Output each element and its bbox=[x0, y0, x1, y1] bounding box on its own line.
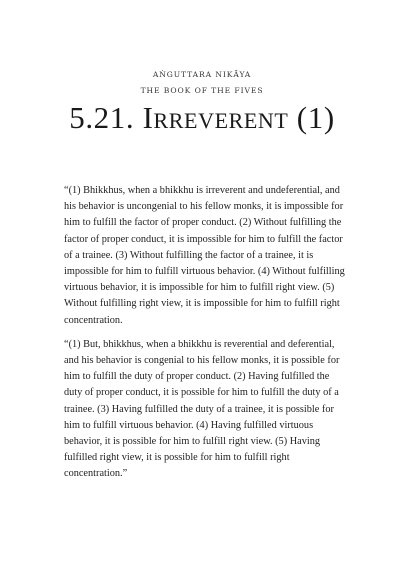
sutta-title: 5.21. Irreverent (1) bbox=[69, 100, 335, 135]
paragraph-2: “(1) But, bhikkhus, when a bhikkhu is reverential and deferential, and his behavior is congenial to his fellow monks, it is possible for him to fulfill the duty of proper conduct. (2) Having fulfilled the duty of proper conduct, it is possible for him to fulfill the duty of a trainee. (3) Having fulfilled the duty of a trainee, it is possible for him to fulfill virtuous behavior. (4) Having fulfilled virtuous behavior, it is possible for him to fulfill right view. (5) Having fulfilled right view, it is possible for him to fulfill right concentration.” bbox=[64, 338, 340, 480]
collection-name: AṄGUTTARA NIKĀYA bbox=[152, 70, 252, 79]
book-name: THE BOOK OF THE FIVES bbox=[140, 86, 264, 95]
sutta-body bbox=[64, 183, 346, 491]
paragraph-1: “(1) Bhikkhus, when a bhikkhu is irreverent and undeferential, and his behavior is uncongenial to his fellow monks, it is impossible for him to fulfill the factor of proper conduct. (2) Without fulfilling the factor of proper conduct, it is impossible for him to fulfill the factor of a trainee. (3) Without fulfilling the factor of a trainee, it is impossible for him to fulfill virtuous behavior. (4) Without fulfilling virtuous behavior, it is impossible for him to fulfill right view. (5) Without fulfilling right view, it is impossible for him to fulfill right concentration. bbox=[64, 185, 345, 326]
